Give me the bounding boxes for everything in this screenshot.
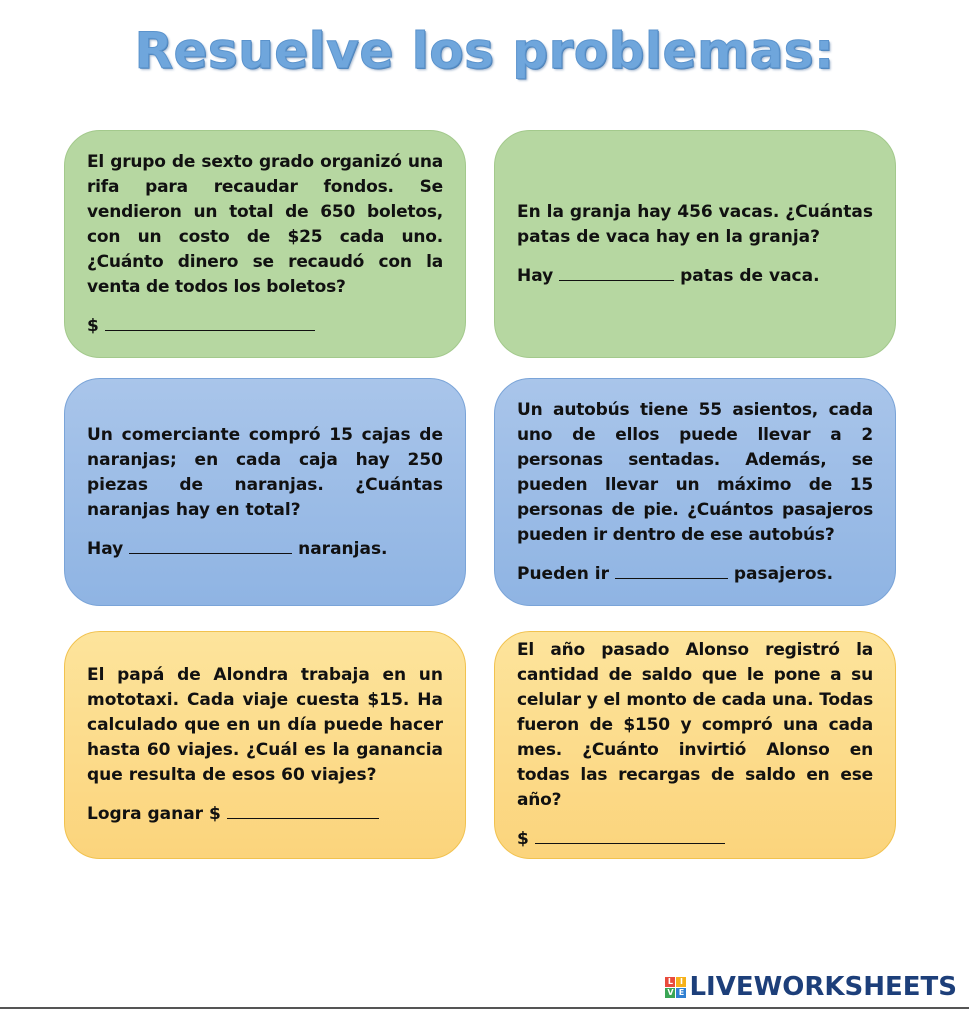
problem-4-answer-prefix: Pueden ir [517, 563, 610, 584]
problem-card-5 [64, 631, 466, 859]
liveworksheets-logo-icon [665, 977, 686, 998]
problem-3-answer-blank[interactable] [129, 535, 292, 554]
problem-5-answer-blank[interactable] [227, 800, 379, 819]
problem-1-answer-blank[interactable] [105, 312, 315, 331]
problem-2-text: En la granja hay 456 vacas. ¿Cuántas patas de vaca hay en la granja? [517, 201, 873, 247]
problem-card-4 [494, 378, 896, 606]
liveworksheets-logo[interactable] [665, 972, 957, 1002]
problem-4-answer-blank[interactable] [615, 560, 728, 579]
problem-4-text: Un autobús tiene 55 asientos, cada uno de ellos puede llevar a 2 personas sentadas. Además, se pueden llevar un máximo de 15 personas de pie. ¿Cuántos pasajeros pueden ir dentro de ese autobús? [517, 399, 873, 545]
problem-2-answer-prefix: Hay [517, 265, 554, 286]
problem-2-answer-blank[interactable] [559, 262, 674, 281]
problem-4-answer [517, 560, 873, 587]
problem-6-answer [517, 825, 873, 852]
problem-5-answer [87, 800, 443, 827]
problem-card-1 [64, 130, 466, 358]
problem-5-answer-prefix: Logra ganar $ [87, 804, 221, 824]
problem-4-answer-suffix: pasajeros. [733, 563, 834, 584]
bottom-divider [0, 1007, 969, 1009]
problem-6-text: El año pasado Alonso registró la cantidad de saldo que le pone a su celular y el monto de cada una. Todas fueron de $150 y compró una cada mes. ¿Cuánto invirtió Alonso en todas las recargas de saldo en ese año? [517, 640, 873, 810]
problem-6-answer-prefix: $ [517, 829, 529, 849]
problem-3-answer [87, 535, 443, 562]
problem-1-answer [87, 312, 443, 339]
problem-3-answer-prefix: Hay [87, 538, 124, 559]
problem-card-6 [494, 631, 896, 859]
problem-card-3 [64, 378, 466, 606]
logo-mark-letter: E [676, 988, 686, 998]
problem-3-answer-suffix: naranjas. [298, 538, 388, 559]
logo-mark-letter: V [667, 987, 674, 997]
logo-mark-letter: L [665, 977, 675, 987]
logo-mark-letter: I [676, 977, 686, 987]
problem-6-answer-blank[interactable] [535, 825, 725, 844]
problem-1-answer-prefix: $ [87, 315, 99, 336]
page-title: Resuelve los problemas: [134, 22, 835, 80]
problem-3-text: Un comerciante compró 15 cajas de naranjas; en cada caja hay 250 piezas de naranjas. ¿Cuántas naranjas hay en total? [87, 424, 443, 520]
problem-2-answer [517, 262, 873, 289]
problem-card-2 [494, 130, 896, 358]
problem-5-text: El papá de Alondra trabaja en un mototaxi. Cada viaje cuesta $15. Ha calculado que en un día puede hacer hasta 60 viajes. ¿Cuál es la ganancia que resulta de esos 60 viajes? [87, 665, 443, 785]
problem-1-text: El grupo de sexto grado organizó una rifa para recaudar fondos. Se vendieron un total de 650 boletos, con un costo de $25 cada uno. ¿Cuánto dinero se recaudó con la venta de todos los boletos? [87, 151, 443, 297]
liveworksheets-logo-text: LIVEWORKSHEETS [689, 972, 957, 1002]
problem-2-answer-suffix: patas de vaca. [680, 265, 820, 286]
